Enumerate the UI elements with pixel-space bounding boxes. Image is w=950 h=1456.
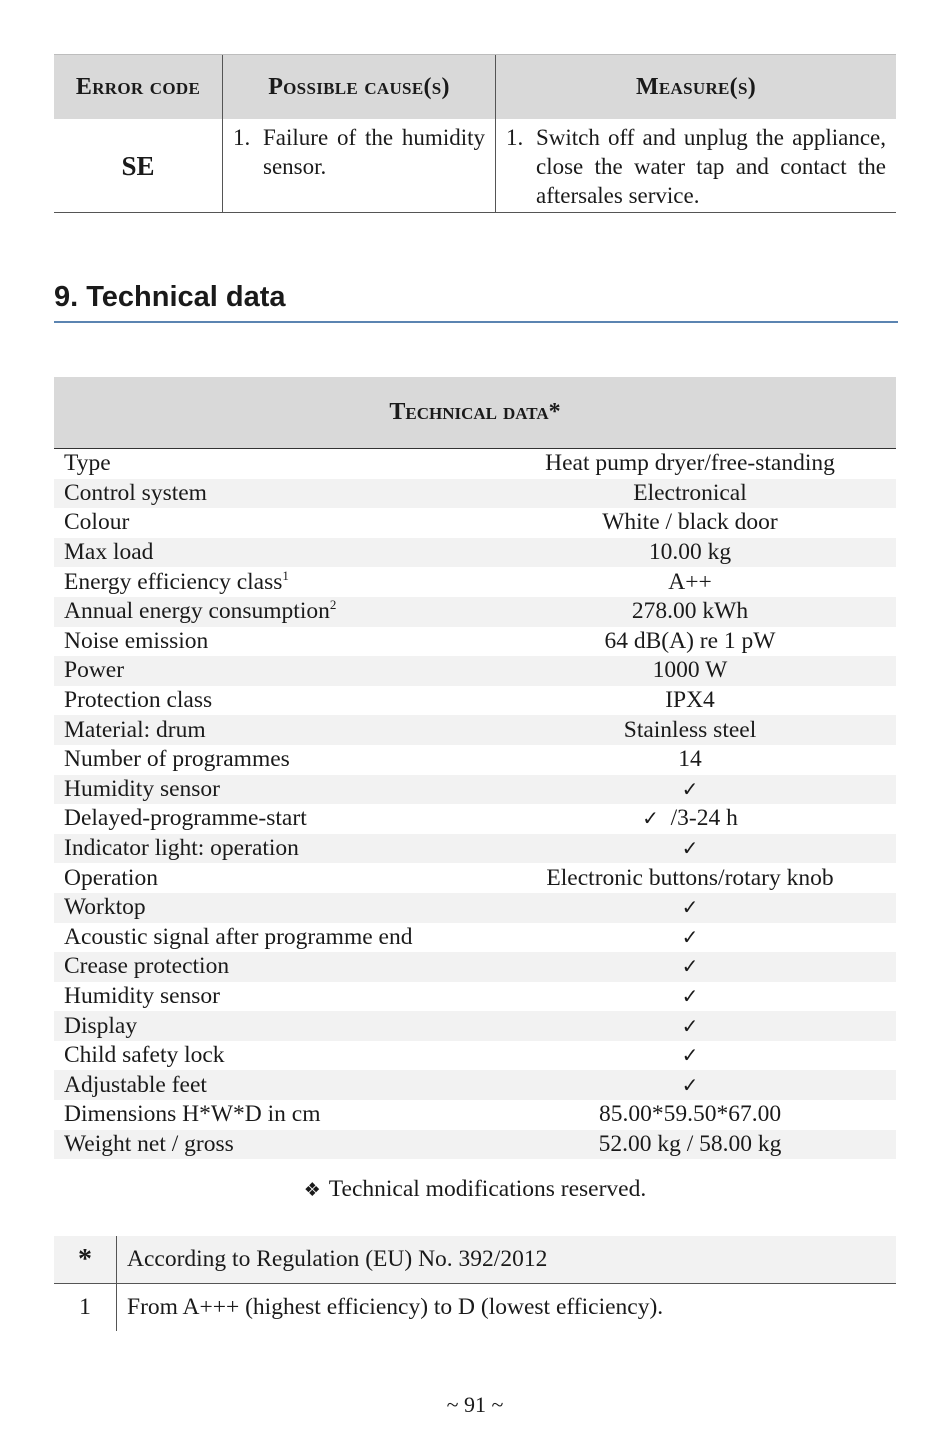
footnote-text: According to Regulation (EU) No. 392/2012 [117,1236,897,1284]
technical-note [0,1176,950,1203]
technical-data-row [54,745,896,775]
error-code-header: Error code [54,55,223,120]
technical-data-value: Electronic buttons/rotary knob [546,864,834,891]
technical-data-label: Humidity sensor [64,775,221,802]
measure-header: Measure(s) [496,55,897,120]
check-icon: ✓ [681,776,699,801]
technical-data-row [54,982,896,1012]
footnote-row [54,1236,896,1284]
footnote-mark: 1 [54,1284,117,1332]
technical-data-row [54,834,896,864]
technical-data-label: Adjustable feet [64,1071,207,1098]
technical-data-label: Operation [64,864,158,891]
technical-data-value: 10.00 kg [648,539,732,566]
technical-data-label: Type [64,450,111,477]
technical-data-row [54,538,896,568]
technical-data-value: White / black door [602,509,778,536]
technical-data-row [54,508,896,538]
technical-data-label: Crease protection [64,953,230,980]
technical-data-table [54,449,896,1159]
check-icon: ✓ [681,1043,699,1068]
technical-data-row [54,893,896,923]
technical-data-label: Dimensions H*W*D in cm [64,1101,321,1128]
technical-data-label: Display [64,1012,138,1039]
possible-cause-cell [223,119,496,213]
technical-data-row [54,1041,896,1071]
measure-cell [496,119,897,213]
technical-data-label: Worktop [64,894,146,921]
technical-data-label: Power [64,657,125,684]
technical-data-row [54,715,896,745]
technical-data-value: 278.00 kWh [631,598,749,625]
page-number: ~ 91 ~ [446,1392,504,1417]
section-heading: 9. Technical data [54,281,286,313]
technical-data-label: Colour [64,509,130,536]
technical-data-row [54,775,896,805]
technical-data-row [54,597,896,627]
technical-data-row [54,923,896,953]
technical-data-value: A++ [668,568,712,595]
cause-number: 1. [233,125,251,150]
error-code-table [54,54,896,213]
technical-data-value: 64 dB(A) re 1 pW [604,627,776,654]
technical-data-row [54,1011,896,1041]
technical-data-label: Delayed-programme-start [64,805,307,832]
technical-data-row [54,479,896,509]
check-icon: ✓ [681,836,699,861]
footnote-text: From A+++ (highest efficiency) to D (lowest efficiency). [127,1294,664,1320]
note-text: Technical modifications reserved. [328,1176,647,1202]
check-icon: ✓ [681,954,699,979]
technical-data-label: Indicator light: operation [64,835,299,862]
footnote-reference: 1 [282,567,289,583]
technical-data-label: Noise emission [64,627,209,654]
error-table-header-row [54,55,896,120]
technical-data-value: 85.00*59.50*67.00 [598,1101,782,1128]
technical-data-row [54,686,896,716]
check-icon: ✓ [681,983,699,1008]
cause-text: Failure of the humidity sensor. [263,125,485,179]
technical-data-value: IPX4 [665,687,715,714]
technical-data-row [54,656,896,686]
technical-data-label: Number of programmes [64,746,290,773]
technical-data-row [54,863,896,893]
error-table-row [54,119,896,213]
technical-data-row [54,449,896,479]
technical-data-value: 52.00 kg / 58.00 kg [598,1130,782,1157]
error-code-cell: SE [54,119,223,213]
technical-data-row [54,567,896,597]
technical-data-label: Weight net / gross [64,1130,234,1157]
technical-data-value: Stainless steel [623,716,757,743]
technical-data-label: Material: drum [64,716,206,743]
check-icon: ✓ [681,1013,699,1038]
technical-data-label: Acoustic signal after programme end [64,923,413,950]
technical-data-row [54,627,896,657]
measure-number: 1. [506,125,524,150]
technical-data-row [54,952,896,982]
possible-cause-header: Possible cause(s) [223,55,496,120]
technical-data-header: Technical data* [54,377,896,449]
footnote-mark: * [54,1236,117,1284]
technical-data-label: Protection class [64,687,213,714]
heading-rule [54,321,898,323]
technical-data-label: Max load [64,539,154,566]
technical-data-row [54,1100,896,1130]
technical-data-label: Annual energy consumption$^2$ [64,597,337,625]
footnote-reference: 2 [329,597,337,613]
technical-data-row [54,804,896,834]
check-icon: ✓ [681,1072,699,1097]
technical-data-row [54,1070,896,1100]
check-icon: ✓ /3-24 h [642,805,738,832]
measure-text: Switch off and unplug the appliance, close the water tap and contact the aftersales service. [536,125,886,208]
diamond-bullet-icon: ❖ [303,1179,321,1201]
technical-data-label: Humidity sensor [64,982,221,1009]
technical-data-label: Control system [64,479,207,506]
technical-data-value: Electronical [633,479,747,506]
footnote-row [54,1284,896,1332]
technical-data-row [54,1130,896,1160]
technical-data-label: Child safety lock [64,1042,225,1069]
technical-data-value: 1000 W [652,657,728,684]
check-icon: ✓ [681,924,699,949]
technical-data-value: Heat pump dryer/free-standing [545,450,835,477]
check-icon: ✓ [681,895,699,920]
technical-data-value: 14 [678,746,702,773]
footnote-table [54,1236,896,1331]
technical-data-label: Energy efficiency class$^1$ [64,567,289,595]
